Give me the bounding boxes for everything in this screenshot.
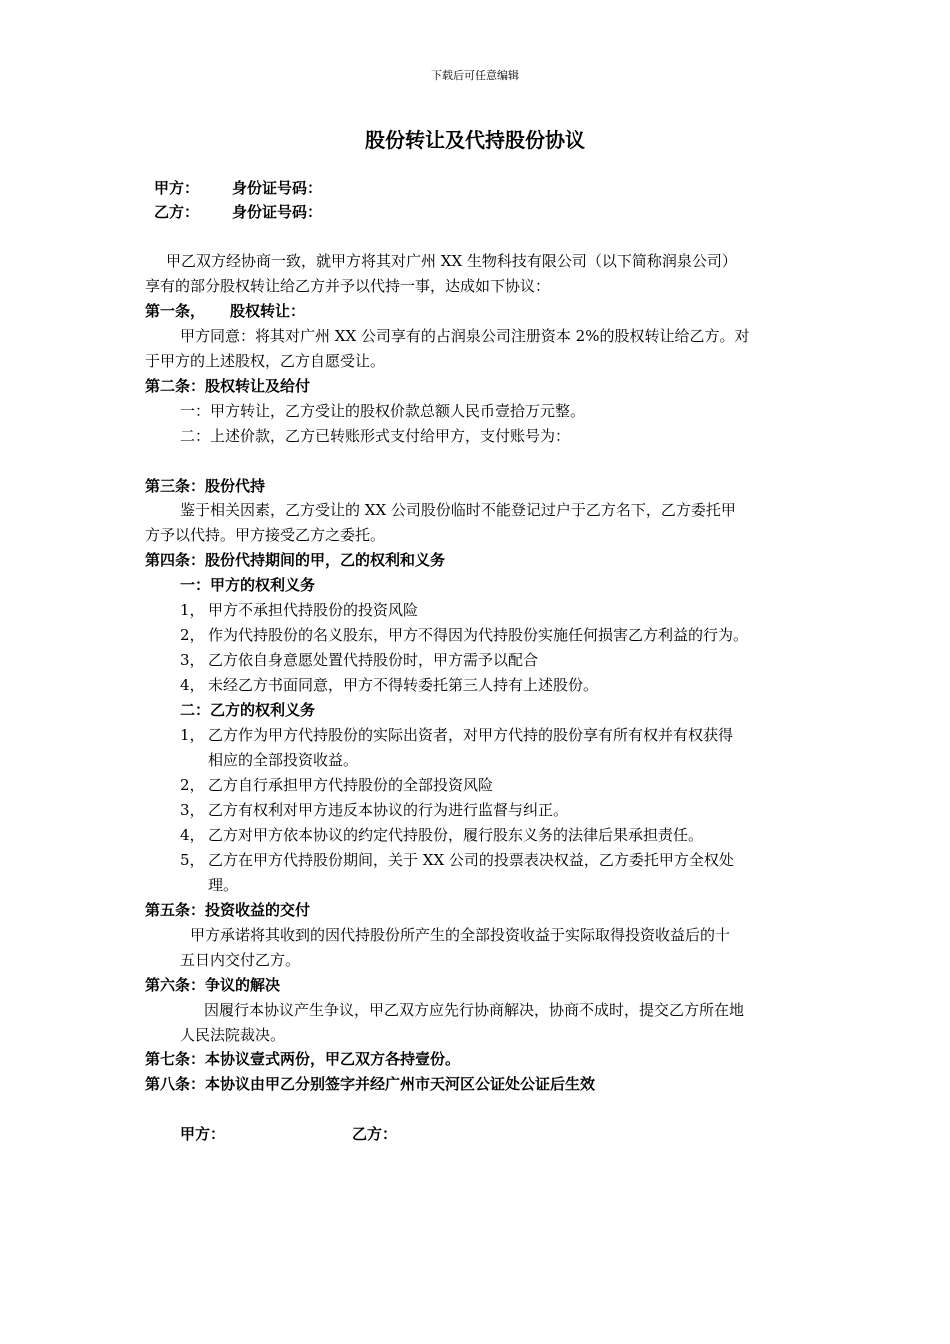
list-item-number: 2， [180,626,205,644]
article-4-sub-heading-b: 二：乙方的权利义务 [180,701,316,719]
article-1-line-2: 于甲方的上述股权，乙方自愿受让。 [145,352,386,370]
document-title: 股份转让及代持股份协议 [365,128,585,152]
article-2-heading: 第二条：股权转让及给付 [145,377,311,395]
party-b-label: 乙方： [154,203,200,221]
header-note: 下载后可任意编辑 [431,69,519,82]
list-item: 乙方对甲方依本协议的约定代持股份，履行股东义务的法律后果承担责任。 [208,826,704,844]
intro-line-1: 甲乙双方经协商一致，就甲方将其对广州 XX 生物科技有限公司（以下简称润泉公司） [166,252,737,270]
article-2-item-2: 二：上述价款，乙方已转账形式支付给甲方，支付账号为： [180,427,571,445]
list-item-continuation: 相应的全部投资收益。 [208,751,359,769]
article-5-heading: 第五条：投资收益的交付 [145,901,311,919]
list-item-number: 2， [180,776,205,794]
article-5-line-1: 甲方承诺将其收到的因代持股份所产生的全部投资收益于实际取得投资收益后的十 [190,926,731,944]
article-2-item-1: 一：甲方转让，乙方受让的股权价款总额人民币壹拾万元整。 [180,402,586,420]
signature-party-b: 乙方： [352,1125,398,1143]
list-item: 未经乙方书面同意，甲方不得转委托第三人持有上述股份。 [208,676,599,694]
list-item-continuation: 理。 [208,876,239,894]
article-6-heading: 第六条：争议的解决 [145,976,281,994]
list-item-number: 3， [180,801,205,819]
list-item: 乙方依自身意愿处置代持股份时，甲方需予以配合 [208,651,539,669]
list-item: 乙方有权利对甲方违反本协议的行为进行监督与纠正。 [208,801,569,819]
article-6-line-1: 因履行本协议产生争议，甲乙双方应先行协商解决，协商不成时，提交乙方所在地 [204,1001,745,1019]
list-item-number: 1， [180,601,205,619]
list-item-number: 3， [180,651,205,669]
article-7-heading: 第七条：本协议壹式两份，甲乙双方各持壹份。 [145,1050,461,1068]
list-item: 作为代持股份的名义股东，甲方不得因为代持股份实施任何损害乙方利益的行为。 [208,626,749,644]
article-3-line-1: 鉴于相关因素，乙方受让的 XX 公司股份临时不能登记过户于乙方名下，乙方委托甲 [180,501,736,519]
intro-line-2: 享有的部分股权转让给乙方并予以代持一事，达成如下协议： [145,277,551,295]
party-a-label: 甲方： [154,179,200,197]
article-4-sub-heading-a: 一：甲方的权利义务 [180,576,316,594]
party-a-id-label: 身份证号码： [232,179,323,197]
list-item-number: 5， [180,851,205,869]
article-1-heading: 第一条， [145,302,206,320]
article-8-heading: 第八条：本协议由甲乙分别签字并经广州市天河区公证处公证后生效 [145,1075,596,1093]
article-1-heading-topic: 股权转让： [230,302,306,320]
party-b-id-label: 身份证号码： [232,203,323,221]
article-3-line-2: 方予以代持。甲方接受乙方之委托。 [145,526,386,544]
list-item-number: 4， [180,826,205,844]
signature-party-a: 甲方： [180,1125,226,1143]
list-item-number: 4， [180,676,205,694]
article-1-line-1: 甲方同意：将其对广州 XX 公司享有的占润泉公司注册资本 2%的股权转让给乙方。对 [180,327,750,345]
list-item: 乙方自行承担甲方代持股份的全部投资风险 [208,776,494,794]
list-item: 乙方作为甲方代持股份的实际出资者，对甲方代持的股份享有所有权并有权获得 [208,726,734,744]
article-5-line-2: 五日内交付乙方。 [180,951,301,969]
list-item-number: 1， [180,726,205,744]
article-3-heading: 第三条：股份代持 [145,477,266,495]
list-item: 甲方不承担代持股份的投资风险 [208,601,419,619]
article-4-heading: 第四条：股份代持期间的甲，乙的权利和义务 [145,551,446,569]
article-6-line-2: 人民法院裁决。 [180,1026,286,1044]
list-item: 乙方在甲方代持股份期间，关于 XX 公司的投票表决权益，乙方委托甲方全权处 [208,851,734,869]
